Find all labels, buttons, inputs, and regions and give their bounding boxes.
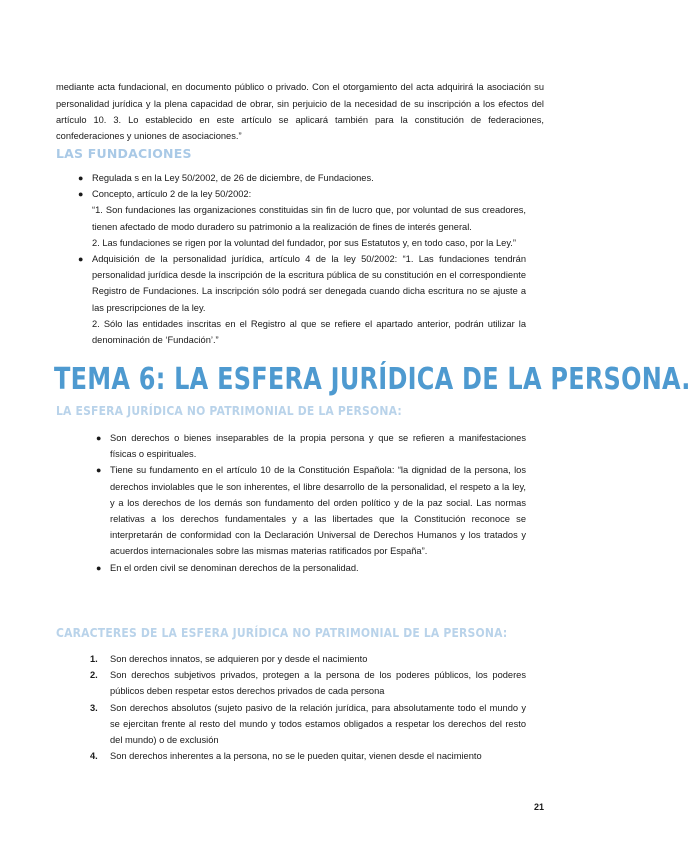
quote-paragraph: “1. Son fundaciones las organizaciones constituidas sin fin de lucro que, por voluntad de sus creadores, tienen afectado de modo duradero su patrimonio a la realización de fines de interés general. — [92, 205, 526, 232]
list-number: 3. — [90, 702, 98, 713]
list-item: ● Adquisición de la personalidad jurídica, artículo 4 de la ley 50/2002: “1. Las fundaciones tendrán personalidad jurídica desde la inscripción de la escritura pública de su constitución en el correspondiente Registro de Fundaciones. La inscripción sólo podrá ser denegada cuando dicha escritura no se ajuste a las prescripciones de la ley. 2. Sólo las entidades inscritas en el Registro al que se refiere el apartado anterior, podrán utilizar la denominación de ‘Fundación’.” — [92, 251, 526, 348]
bullet-icon: ● — [96, 465, 102, 476]
list-item: ● Concepto, artículo 2 de la ley 50/2002: “1. Son fundaciones las organizaciones constituidas sin fin de lucro que, por voluntad de sus creadores, tienen afectado de modo duradero su patrimonio a la realización de fines de interés general. 2. Las fundaciones se rigen por la voluntad del fundador, por sus Estatutos y, en todo caso, por la Ley.” — [92, 186, 526, 251]
bullet-icon: ● — [78, 173, 84, 183]
page-number: 21 — [534, 802, 545, 812]
list-item: 3. Son derechos absolutos (sujeto pasivo de la relación jurídica, para absolutamente todo el mundo y se ejercitan frente al resto del mundo y todos estamos obligados a respetar los derechos del resto del mundo) o de exclusión — [110, 700, 526, 749]
list-item: ● Tiene su fundamento en el artículo 10 de la Constitución Española: “la dignidad de la persona, los derechos inviolables que le son inherentes, el libre desarrollo de la personalidad, el respeto a la ley, y a los derechos de los demás son fundamento del orden político y de la paz social. Las normas relativas a los derechos fundamentales y a las libertades que la Constitución reconoce se interpretarán de conformidad con la Declaración Universal de Derechos Humanos y los tratados y acuerdos internacionales sobre las mismas materias ratificados por España”. — [110, 462, 526, 559]
quote-paragraph: 2. Las fundaciones se rigen por la voluntad del fundador, por sus Estatutos y, en todo caso, por la Ley.” — [92, 237, 516, 248]
fundaciones-list — [78, 170, 526, 348]
section-heading-fundaciones: LAS FUNDACIONES — [56, 146, 192, 161]
list-item: ● Regulada s en la Ley 50/2002, de 26 de diciembre, de Fundaciones. — [92, 170, 526, 186]
section-heading-no-patrimonial: LA ESFERA JURÍDICA NO PATRIMONIAL DE LA PERSONA: — [56, 404, 402, 418]
bullet-icon: ● — [96, 433, 102, 443]
list-item: 4. Son derechos inherentes a la persona, no se le pueden quitar, vienen desde el nacimiento — [110, 748, 526, 764]
list-item: ● En el orden civil se denominan derechos de la personalidad. — [110, 560, 526, 576]
list-number: 1. — [90, 654, 98, 664]
no-patrimonial-list — [96, 430, 526, 576]
list-number: 2. — [90, 670, 98, 681]
list-item: ● Son derechos o bienes inseparables de la propia persona y que se refieren a manifestaciones físicas o espirituales. — [110, 430, 526, 462]
bullet-icon: ● — [78, 189, 84, 200]
caracteres-list — [90, 651, 526, 764]
bullet-icon: ● — [78, 254, 84, 265]
section-heading-caracteres: CARACTERES DE LA ESFERA JURÍDICA NO PATRIMONIAL DE LA PERSONA: — [56, 626, 508, 640]
bullet-icon: ● — [96, 562, 102, 573]
list-item: 2. Son derechos subjetivos privados, protegen a la persona de los poderes públicos, los poderes públicos deben respetar estos derechos privados de cada persona — [110, 667, 526, 699]
list-item: 1. Son derechos innatos, se adquieren por y desde el nacimiento — [110, 651, 526, 667]
quote-paragraph: 2. Sólo las entidades inscritas en el Registro al que se refiere el apartado anterior, podrán utilizar la denominación de ‘Fundación’.” — [92, 318, 526, 346]
list-number: 4. — [90, 751, 98, 762]
chapter-title: TEMA 6: LA ESFERA JURÍDICA DE LA PERSONA. — [54, 362, 691, 397]
intro-paragraph: mediante acta fundacional, en documento público o privado. Con el otorgamiento del acta adquirirá la asociación su personalidad jurídica y la plena capacidad de obrar, sin perjuicio de la necesidad de su inscripción a los efectos del artículo 10. 3. Lo establecido en este artículo se aplicará también para la constitución de federaciones, confederaciones y uniones de asociaciones.” — [56, 82, 544, 141]
